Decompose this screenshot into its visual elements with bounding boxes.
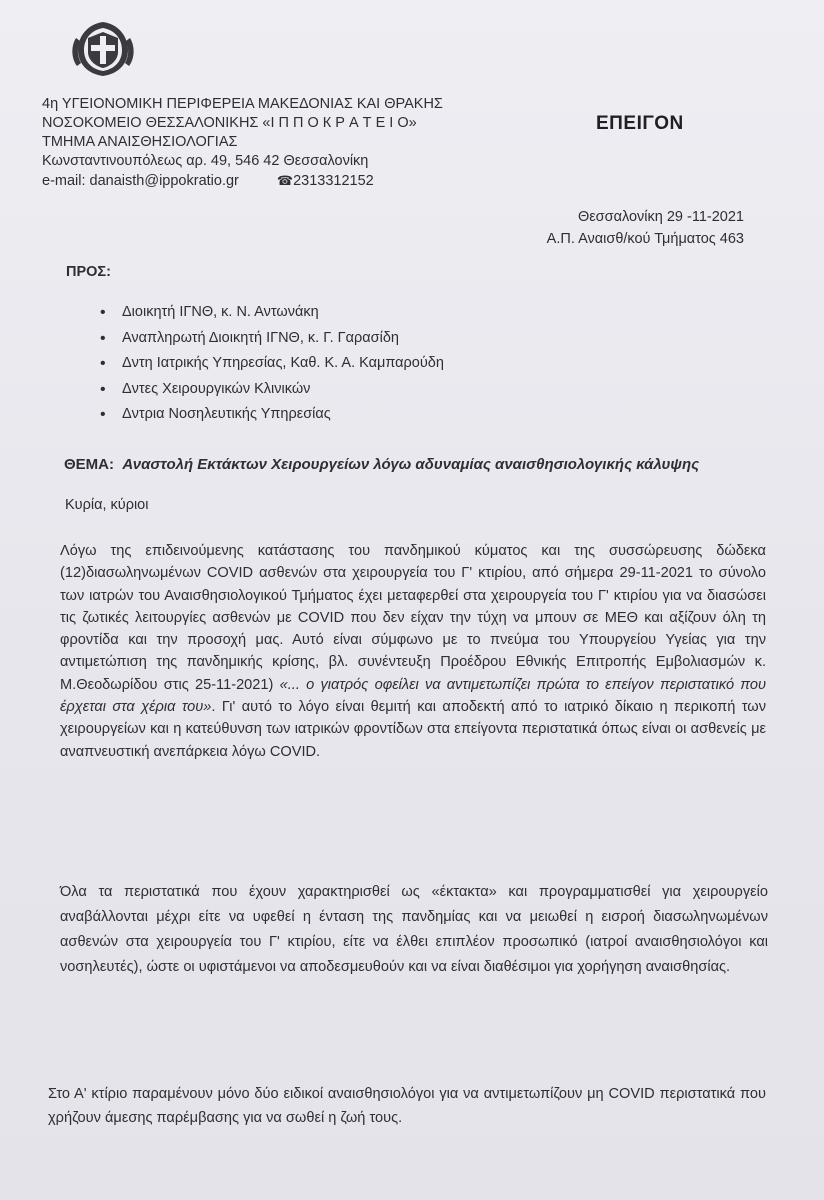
urgent-label: ΕΠΕΙΓΟΝ [596, 113, 684, 134]
date-reference-block [547, 206, 744, 250]
paragraph-1-part-1: Λόγω της επιδεινούμενης κατάστασης του πανδημικού κύματος και της συσσώρευσης δώδεκα (12)διασωληνωμένων COVID ασθενών στα χειρουργεία του Γ' κτιρίου, από σήμερα 29-11-2021 το σύνολο των ιατρών του Αναισθησιολογικού Τμήματος έχει μεταφερθεί στα χειρουργεία του Γ' κτιρίου για να διασώσει τις ζωτικές λειτουργίες ασθενών με COVID που δεν είχαν την τύχη να μπουν σε ΜΕΘ και αξίζουν όλη τη φροντίδα και την προσοχή μας. Αυτό είναι σύμφωνο με το πνεύμα του Υπουργείου Υγείας για την αντιμετώπιση της πανδημικής κρίσης, βλ. συνέντευξη Προέδρου Εθνικής Επιτροπής Εμβολιασμών κ. Μ.Θεοδωρίδου στις 25-11-2021) [60, 543, 766, 693]
header-hospital-line: ΝΟΣΟΚΟΜΕΙΟ ΘΕΣΣΑΛΟΝΙΚΗΣ «Ι Π П О К Р А Т Е І О» [42, 115, 417, 131]
header-contact-line [42, 171, 443, 191]
header-email: e-mail: danaisth@ippokratio.gr [42, 173, 239, 189]
subject-line [64, 456, 699, 473]
date-line: Θεσσαλονίκη 29 -11-2021 [577, 209, 744, 225]
to-label: ΠΡΟΣ: [66, 264, 111, 280]
body-paragraph-1 [60, 540, 766, 763]
header-address-line: Κωνσταντινουπόλεως αρ. 49, 546 42 Θεσσαλονίκη [42, 153, 369, 169]
recipient-item: • Δντες Χειρουργικών Κλινικών [100, 377, 444, 403]
body-paragraph-2: Όλα τα περιστατικά που έχουν χαρακτηρισθεί ως «έκτακτα» και προγραμματισθεί για χειρουργείο αναβάλλονται μέχρι είτε να υφεθεί η ένταση της πανδημίας και να μειωθεί η εισροή διασωληνωμένων ασθενών στα χειρουργεία του Γ' κτιρίου, είτε να έλθει επιπλέον προσωπικό (ιατροί αναισθησιολόγοι και νοσηλευτές), ώστε οι υφιστάμενοι να αποδεσμευθούν και να είναι διαθέσιμοι για χορήγηση αναισθησίας. [60, 884, 768, 975]
reference-line: Α.Π. Αναισθ/κού Τμήματος 463 [546, 231, 744, 247]
recipient-list [100, 300, 444, 428]
phone-icon: ☎ [276, 173, 294, 188]
salutation: Κυρία, κύριοι [65, 497, 149, 513]
subject-text: Αναστολή Εκτάκτων Χειρουργείων λόγω αδυναμίας αναισθησιολογικής κάλυψης [122, 456, 700, 473]
sender-header [42, 95, 443, 191]
greek-coat-of-arms-emblem [68, 18, 138, 80]
header-phone: 2313312152 [293, 173, 374, 189]
recipient-item: • Διοικητή ΙΓΝΘ, κ. Ν. Αντωνάκη [100, 300, 444, 326]
body-paragraph-3: Στο Α' κτίριο παραμένουν μόνο δύο ειδικοί αναισθησιολόγοι για να αντιμετωπίζουν μη COVID περιστατικά που χρήζουν άμεσης παρέμβασης για να σωθεί η ζωή τους. [48, 1086, 766, 1126]
recipient-item: • Αναπληρωτή Διοικητή ΙΓΝΘ, κ. Γ. Γαρασίδη [100, 326, 444, 352]
paragraph-1-part-2: . Γι' αυτό το λόγο είναι θεμιτή και αποδεκτή από το ιατρικό δίκαιο η περικοπή των χειρουργείων και η κατεύθυνση των ιατρικών φροντίδων στα επείγοντα περιστατικά όπως είναι οι ασθενείς με αναπνευστική ανεπάρκεια λόγω COVID. [60, 699, 766, 760]
recipient-item: • Δντη Ιατρικής Υπηρεσίας, Καθ. Κ. Α. Καμπαρούδη [100, 351, 444, 377]
subject-label: ΘΕΜΑ: [64, 456, 114, 473]
header-department-line: ΤΜΗΜΑ ΑΝΑΙΣΘΗΣΙΟΛΟΓΙΑΣ [42, 134, 238, 150]
header-region-line: 4η ΥΓΕΙΟΝΟΜΙΚΗ ΠΕΡΙΦΕΡΕΙΑ ΜΑΚΕΔΟΝΙΑΣ ΚΑΙ ΘΡΑΚΗΣ [42, 96, 443, 112]
paragraph-1-quote: «... ο γιατρός οφείλει να αντιμετωπίζει πρώτα το επείγον περιστατικό που έρχεται στα χέρια του» [60, 676, 766, 716]
recipient-item: • Δντρια Νοσηλευτικής Υπηρεσίας [100, 402, 444, 428]
